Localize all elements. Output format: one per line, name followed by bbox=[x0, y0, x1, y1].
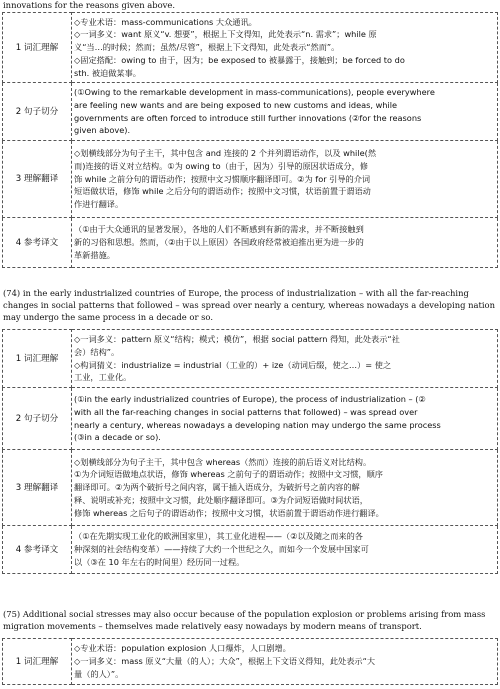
table-row bbox=[3, 141, 498, 218]
content-line: 作进行翻译。 bbox=[74, 199, 124, 210]
content-line: ◇一词多义：pattern 原义“结构；模式；模仿”，根据 social pattern 得知，此处表示“社 bbox=[74, 333, 400, 344]
row-label: 2 句子切分 bbox=[3, 83, 72, 141]
row-content bbox=[72, 83, 498, 141]
row-label: 2 句子切分 bbox=[3, 388, 72, 450]
content-line: ◇划横线部分为句子主干，其中包含 and 连接的 2 个并列谓语动作，以及 while(然 bbox=[74, 148, 377, 158]
content-line: (①in the early industrialized countries of Europe), the process of industrialization – (② bbox=[74, 393, 426, 404]
row-label: 1 词汇理解 bbox=[3, 330, 72, 388]
content-line: are feeling new wants and are being exposed to new customs and ideas, while bbox=[74, 99, 398, 110]
content-line: 释、说明或补充；按照中文习惯，此处顺序翻译即可。③为介词短语做时间状语， bbox=[74, 494, 368, 505]
row-content bbox=[72, 330, 498, 388]
content-line: ①为介词短语做地点状语，修饰 whereas 之前句子的谓语动作；按照中文习惯，顺序 bbox=[74, 469, 383, 480]
row-label: 4 参考译文 bbox=[3, 526, 72, 574]
paragraph-75 bbox=[3, 608, 495, 632]
row-content bbox=[72, 13, 498, 83]
content-line: ◇构词猜义：industrialize = industrial（工业的）+ ize（动词后缀，使之…）= 使之 bbox=[74, 359, 392, 370]
row-content bbox=[72, 388, 498, 450]
content-line: 量（的人）”。 bbox=[74, 668, 124, 679]
content-line: 会）结构”。 bbox=[74, 346, 120, 357]
row-content bbox=[72, 526, 498, 574]
content-line: ◇一词多义：want 原义“v. 想要”，根据上下文得知，此处表示“n. 需求”；while 原 bbox=[74, 29, 377, 40]
row-content bbox=[72, 218, 498, 268]
paragraph-line: (75) Additional social stresses may also occur because of the population explosion or problems arising from mass bbox=[3, 609, 486, 619]
content-line: 种深刻的社会结构变革）——持续了大约一个世纪之久，而如今一个发展中国家可 bbox=[74, 544, 369, 555]
row-label: 3 理解翻译 bbox=[3, 141, 72, 218]
content-line: ◇固定搭配：owing to 由于，因为；be exposed to 被暴露于，接触到；be forced to do bbox=[74, 54, 405, 65]
content-line: （①在先期实现工业化的欧洲国家里），其工业化进程——（②以及随之而来的各 bbox=[74, 531, 363, 542]
row-label: 1 词汇理解 bbox=[3, 639, 72, 685]
content-line: 以（③在 10 年左右的时间里）经历同一过程。 bbox=[74, 556, 245, 567]
table-row bbox=[3, 13, 498, 83]
paragraph-line: (74) in the early industrialized countries of Europe, the process of industrialization – with all the far-reaching bbox=[3, 288, 469, 298]
content-line: 工业，工业化。 bbox=[74, 372, 132, 383]
content-line: ◇一词多义：mass 原义“大量（的人）；大众”，根据上下文语义得知，此处表示“大 bbox=[74, 656, 376, 667]
table-row bbox=[3, 83, 498, 141]
content-line: 义“当…的时候；然而；虽然/尽管”，根据上下文得知，此处表示“然而”。 bbox=[74, 42, 340, 53]
content-line: ◇专业术语：population explosion 人口爆炸，人口剧增。 bbox=[74, 643, 291, 654]
content-line: with all the far-reaching changes in social patterns that followed) – was spread over bbox=[74, 406, 418, 417]
content-line: 新的习俗和思想。然而，（②由于以上原因）各国政府经常被迫推出更为进一步的 bbox=[74, 237, 364, 248]
content-line: given above). bbox=[74, 125, 131, 136]
paragraph-line: migration movements – themselves made relatively easy nowadays by modern means of transport. bbox=[3, 621, 422, 631]
content-line: 饰 while 之前分句的谓语动作；按照中文习惯顺序翻译即可。②为 for 引导的介词 bbox=[74, 173, 371, 184]
content-line: (①Owing to the remarkable development in mass-communications), people everywhere bbox=[74, 86, 435, 97]
content-line: 而)连接的语义对立结构。①为 owing to（由于，因为）引导的原因状语成分，修 bbox=[74, 160, 368, 171]
content-line: sth. 被迫做某事。 bbox=[74, 67, 141, 78]
row-label: 4 参考译文 bbox=[3, 218, 72, 268]
content-line: （①由于大众通讯的显著发展），各地的人们不断感到有新的需求，并不断接触到 bbox=[74, 224, 364, 235]
row-label: 1 词汇理解 bbox=[3, 13, 72, 83]
paragraph-74 bbox=[3, 287, 495, 323]
analysis-table-74 bbox=[2, 329, 498, 574]
content-line: 短语做状语，修饰 while 之后分句的谓语动作；按照中文习惯，状语前置于谓语动 bbox=[74, 186, 371, 197]
table-row bbox=[3, 639, 498, 685]
top-line: innovations for the reasons given above. bbox=[3, 0, 176, 10]
content-line: governments are often forced to introduce still further innovations (②for the reasons bbox=[74, 112, 422, 123]
analysis-table-75 bbox=[2, 638, 498, 685]
table-row bbox=[3, 218, 498, 268]
row-content bbox=[72, 141, 498, 218]
content-line: ◇划横线部分为句子主干，其中包含 whereas（然而）连接的前后语义对比结构。 bbox=[74, 456, 372, 467]
row-label: 3 理解翻译 bbox=[3, 450, 72, 526]
content-line: 革新措施。 bbox=[74, 249, 115, 260]
table-row bbox=[3, 526, 498, 574]
analysis-table-73 bbox=[2, 12, 498, 268]
table-row bbox=[3, 330, 498, 388]
table-row bbox=[3, 450, 498, 526]
paragraph-line: changes in social patterns that followed – was spread over nearly a century, whereas nowadays a developing nation bbox=[3, 300, 495, 310]
content-line: ◇专业术语：mass-communications 大众通讯。 bbox=[74, 16, 257, 27]
content-line: (③in a decade or so). bbox=[74, 432, 161, 443]
paragraph-line: may undergo the same process in a decade or so. bbox=[3, 312, 213, 322]
row-content bbox=[72, 450, 498, 526]
content-line: 修饰 whereas 之后句子的谓语动作；按照中文习惯，状语前置于谓语动作进行翻译。 bbox=[74, 507, 384, 518]
table-row bbox=[3, 388, 498, 450]
content-line: 翻译即可。②为两个破折号之间内容，属于插入语成分，为破折号之前内容的解 bbox=[74, 482, 360, 493]
content-line: nearly a century, whereas nowadays a developing nation may undergo the same process bbox=[74, 419, 441, 430]
row-content bbox=[72, 639, 498, 685]
